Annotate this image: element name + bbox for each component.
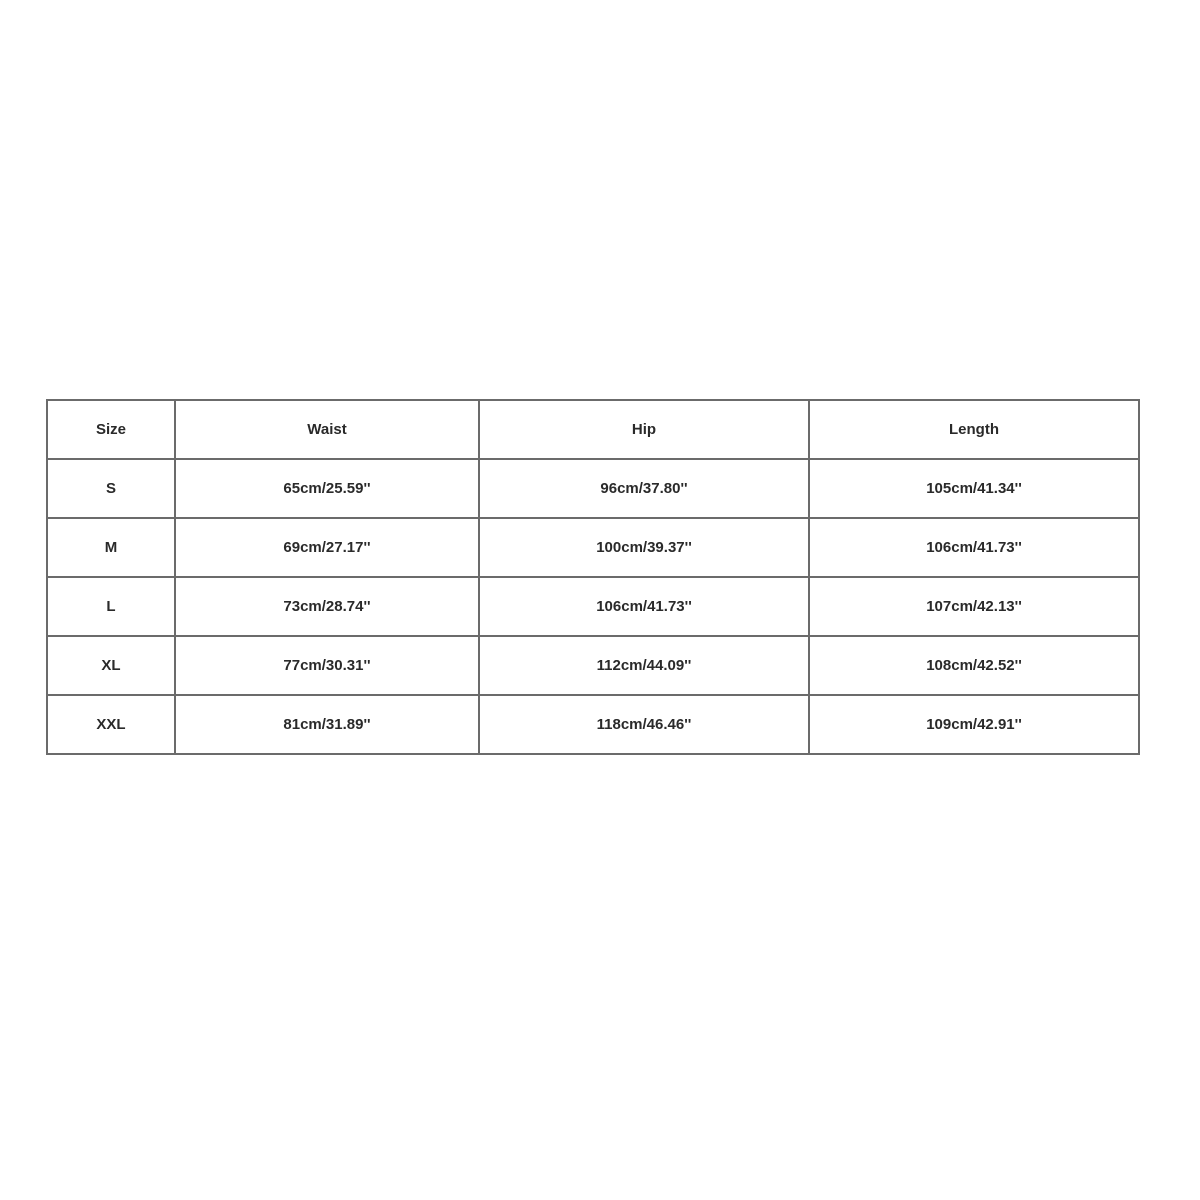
table-row bbox=[47, 577, 1139, 636]
length-cell: 105cm/41.34'' bbox=[809, 459, 1139, 518]
hip-cell: 112cm/44.09'' bbox=[479, 636, 809, 695]
header-length: Length bbox=[809, 400, 1139, 459]
waist-cell: 81cm/31.89'' bbox=[175, 695, 479, 754]
size-cell: XL bbox=[47, 636, 175, 695]
length-cell: 108cm/42.52'' bbox=[809, 636, 1139, 695]
length-cell: 107cm/42.13'' bbox=[809, 577, 1139, 636]
waist-cell: 69cm/27.17'' bbox=[175, 518, 479, 577]
hip-cell: 118cm/46.46'' bbox=[479, 695, 809, 754]
table-header-row bbox=[47, 400, 1139, 459]
header-waist: Waist bbox=[175, 400, 479, 459]
hip-cell: 96cm/37.80'' bbox=[479, 459, 809, 518]
header-hip: Hip bbox=[479, 400, 809, 459]
header-size: Size bbox=[47, 400, 175, 459]
table-row bbox=[47, 695, 1139, 754]
size-chart-table bbox=[46, 399, 1140, 755]
size-cell: L bbox=[47, 577, 175, 636]
length-cell: 109cm/42.91'' bbox=[809, 695, 1139, 754]
size-cell: S bbox=[47, 459, 175, 518]
hip-cell: 106cm/41.73'' bbox=[479, 577, 809, 636]
waist-cell: 73cm/28.74'' bbox=[175, 577, 479, 636]
hip-cell: 100cm/39.37'' bbox=[479, 518, 809, 577]
size-cell: XXL bbox=[47, 695, 175, 754]
size-cell: M bbox=[47, 518, 175, 577]
waist-cell: 77cm/30.31'' bbox=[175, 636, 479, 695]
table-row bbox=[47, 518, 1139, 577]
waist-cell: 65cm/25.59'' bbox=[175, 459, 479, 518]
table-row bbox=[47, 459, 1139, 518]
table-row bbox=[47, 636, 1139, 695]
length-cell: 106cm/41.73'' bbox=[809, 518, 1139, 577]
